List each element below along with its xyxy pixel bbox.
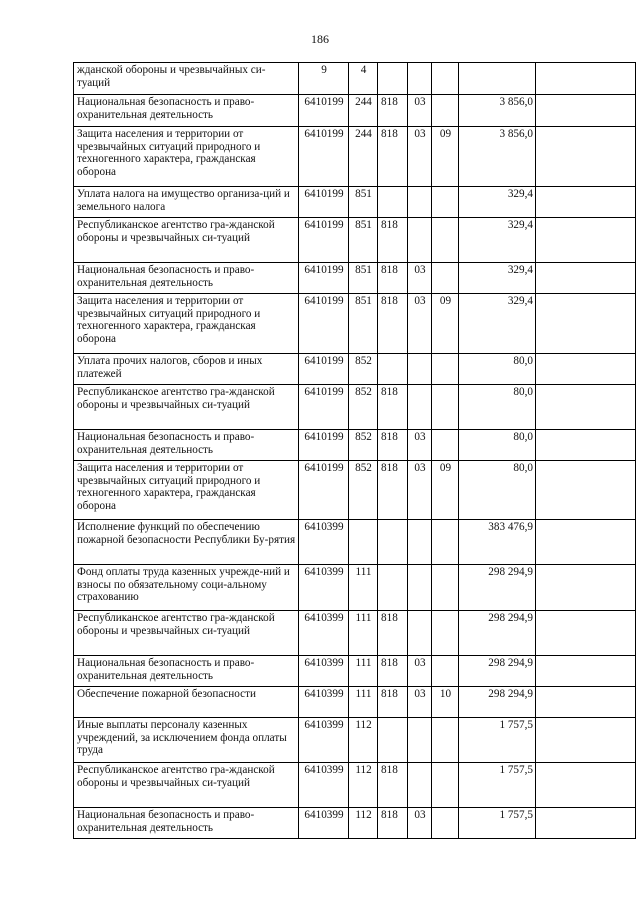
row-grbs-cell: 818 [378, 461, 408, 520]
row-rz-cell [408, 565, 432, 611]
row-sum-cell: 80,0 [459, 430, 536, 461]
row-sum-cell: 80,0 [459, 461, 536, 520]
row-empty-cell [536, 430, 636, 461]
table-row [74, 95, 636, 127]
row-sum-cell: 298 294,9 [459, 611, 536, 656]
row-pr-cell [432, 95, 459, 127]
row-rz-cell: 03 [408, 95, 432, 127]
table-row [74, 520, 636, 565]
row-pr-cell [432, 354, 459, 385]
row-csr-cell: 6410199 [299, 263, 349, 294]
row-pr-cell [432, 520, 459, 565]
row-csr-cell: 6410399 [299, 763, 349, 808]
row-rz-cell [408, 63, 432, 95]
row-grbs-cell: 818 [378, 808, 408, 839]
row-empty-cell [536, 354, 636, 385]
table-row [74, 461, 636, 520]
row-rz-cell: 03 [408, 656, 432, 687]
row-grbs-cell: 818 [378, 430, 408, 461]
row-vr-cell: 852 [349, 385, 378, 430]
row-rz-cell [408, 718, 432, 763]
row-name-cell: Обеспечение пожарной безопасности [74, 687, 299, 718]
row-sum-cell: 1 757,5 [459, 763, 536, 808]
row-name-cell: Национальная безопасность и право-охранительная деятельность [74, 263, 299, 294]
row-name-cell: Национальная безопасность и право-охранительная деятельность [74, 808, 299, 839]
row-empty-cell [536, 187, 636, 218]
row-rz-cell: 03 [408, 808, 432, 839]
row-empty-cell [536, 95, 636, 127]
row-grbs-cell [378, 565, 408, 611]
row-pr-cell [432, 218, 459, 263]
row-empty-cell [536, 611, 636, 656]
row-rz-cell [408, 218, 432, 263]
row-sum-cell: 329,4 [459, 263, 536, 294]
row-vr-cell [349, 520, 378, 565]
table-row [74, 430, 636, 461]
row-csr-cell: 6410199 [299, 95, 349, 127]
row-pr-cell [432, 63, 459, 95]
row-csr-cell: 6410199 [299, 187, 349, 218]
row-vr-cell: 852 [349, 430, 378, 461]
row-rz-cell [408, 611, 432, 656]
row-sum-cell [459, 63, 536, 95]
row-pr-cell [432, 763, 459, 808]
row-sum-cell: 80,0 [459, 354, 536, 385]
row-vr-cell: 111 [349, 611, 378, 656]
row-rz-cell [408, 520, 432, 565]
row-rz-cell [408, 385, 432, 430]
row-sum-cell: 329,4 [459, 218, 536, 263]
table-row [74, 718, 636, 763]
row-grbs-cell: 818 [378, 218, 408, 263]
row-name-cell: Республиканское агентство гра-жданской обороны и чрезвычайных си-туаций [74, 218, 299, 263]
row-grbs-cell [378, 63, 408, 95]
row-pr-cell [432, 656, 459, 687]
row-rz-cell [408, 187, 432, 218]
row-empty-cell [536, 263, 636, 294]
row-vr-cell: 851 [349, 187, 378, 218]
row-pr-cell [432, 611, 459, 656]
row-csr-cell: 6410399 [299, 808, 349, 839]
row-rz-cell: 03 [408, 430, 432, 461]
row-empty-cell [536, 565, 636, 611]
row-pr-cell [432, 718, 459, 763]
table-row [74, 565, 636, 611]
row-vr-cell: 111 [349, 656, 378, 687]
row-rz-cell: 03 [408, 687, 432, 718]
row-name-cell: Защита населения и территории от чрезвычайных ситуаций природного и техногенного характера, гражданская оборона [74, 461, 299, 520]
row-grbs-cell [378, 520, 408, 565]
budget-table [73, 62, 636, 839]
table-row [74, 611, 636, 656]
row-grbs-cell: 818 [378, 687, 408, 718]
row-empty-cell [536, 294, 636, 354]
row-pr-cell [432, 430, 459, 461]
row-name-cell: Защита населения и территории от чрезвычайных ситуаций природного и техногенного характера, гражданская оборона [74, 294, 299, 354]
row-pr-cell: 09 [432, 127, 459, 187]
table-row [74, 808, 636, 839]
row-vr-cell: 244 [349, 95, 378, 127]
row-csr-cell: 6410199 [299, 354, 349, 385]
table-row [74, 294, 636, 354]
row-name-cell: Уплата прочих налогов, сборов и иных платежей [74, 354, 299, 385]
table-row [74, 656, 636, 687]
row-name-cell: Республиканское агентство гра-жданской обороны и чрезвычайных си-туаций [74, 385, 299, 430]
row-vr-cell: 4 [349, 63, 378, 95]
budget-table-body [74, 63, 636, 839]
row-empty-cell [536, 808, 636, 839]
row-sum-cell: 3 856,0 [459, 95, 536, 127]
row-pr-cell [432, 808, 459, 839]
row-grbs-cell: 818 [378, 656, 408, 687]
row-rz-cell [408, 354, 432, 385]
row-csr-cell: 6410199 [299, 294, 349, 354]
row-grbs-cell: 818 [378, 95, 408, 127]
table-row [74, 385, 636, 430]
row-sum-cell: 329,4 [459, 294, 536, 354]
row-name-cell: Исполнение функций по обеспечению пожарной безопасности Республики Бу-рятия [74, 520, 299, 565]
row-sum-cell: 80,0 [459, 385, 536, 430]
row-rz-cell [408, 763, 432, 808]
row-pr-cell [432, 187, 459, 218]
row-csr-cell: 6410399 [299, 520, 349, 565]
row-name-cell: Фонд оплаты труда казенных учрежде-ний и взносы по обязательному соци-альному страхованию [74, 565, 299, 611]
row-pr-cell [432, 565, 459, 611]
row-name-cell: Уплата налога на имущество организа-ций и земельного налога [74, 187, 299, 218]
row-csr-cell: 6410199 [299, 218, 349, 263]
row-csr-cell: 6410199 [299, 430, 349, 461]
row-sum-cell: 1 757,5 [459, 718, 536, 763]
row-empty-cell [536, 127, 636, 187]
row-name-cell: Защита населения и территории от чрезвычайных ситуаций природного и техногенного характера, гражданская оборона [74, 127, 299, 187]
row-vr-cell: 112 [349, 808, 378, 839]
table-row [74, 687, 636, 718]
row-grbs-cell: 818 [378, 294, 408, 354]
row-grbs-cell [378, 354, 408, 385]
table-row [74, 218, 636, 263]
page-number: 186 [311, 32, 329, 46]
row-sum-cell: 1 757,5 [459, 808, 536, 839]
row-pr-cell: 09 [432, 461, 459, 520]
row-csr-cell: 6410199 [299, 127, 349, 187]
table-row [74, 127, 636, 187]
row-rz-cell: 03 [408, 461, 432, 520]
row-empty-cell [536, 763, 636, 808]
row-sum-cell: 329,4 [459, 187, 536, 218]
row-empty-cell [536, 218, 636, 263]
row-rz-cell: 03 [408, 263, 432, 294]
row-grbs-cell: 818 [378, 763, 408, 808]
row-vr-cell: 852 [349, 354, 378, 385]
row-csr-cell: 6410399 [299, 656, 349, 687]
row-csr-cell: 6410399 [299, 687, 349, 718]
row-vr-cell: 851 [349, 263, 378, 294]
row-pr-cell: 10 [432, 687, 459, 718]
table-row [74, 763, 636, 808]
table-row [74, 187, 636, 218]
row-vr-cell: 111 [349, 565, 378, 611]
row-grbs-cell [378, 187, 408, 218]
row-empty-cell [536, 687, 636, 718]
row-name-cell: Национальная безопасность и право-охранительная деятельность [74, 656, 299, 687]
row-empty-cell [536, 656, 636, 687]
row-empty-cell [536, 63, 636, 95]
row-pr-cell: 09 [432, 294, 459, 354]
row-sum-cell: 383 476,9 [459, 520, 536, 565]
row-pr-cell [432, 263, 459, 294]
row-vr-cell: 112 [349, 763, 378, 808]
row-name-cell: Иные выплаты персоналу казенных учреждений, за исключением фонда оплаты труда [74, 718, 299, 763]
table-row [74, 354, 636, 385]
row-csr-cell: 6410199 [299, 385, 349, 430]
row-sum-cell: 3 856,0 [459, 127, 536, 187]
row-name-cell: Национальная безопасность и право-охранительная деятельность [74, 95, 299, 127]
table-row [74, 263, 636, 294]
row-pr-cell [432, 385, 459, 430]
row-csr-cell: 6410199 [299, 461, 349, 520]
row-vr-cell: 112 [349, 718, 378, 763]
row-empty-cell [536, 385, 636, 430]
row-vr-cell: 111 [349, 687, 378, 718]
row-name-cell: Национальная безопасность и право-охранительная деятельность [74, 430, 299, 461]
row-sum-cell: 298 294,9 [459, 565, 536, 611]
table-row [74, 63, 636, 95]
row-name-cell: Республиканское агентство гра-жданской обороны и чрезвычайных си-туаций [74, 763, 299, 808]
row-csr-cell: 6410399 [299, 611, 349, 656]
row-grbs-cell: 818 [378, 385, 408, 430]
row-vr-cell: 244 [349, 127, 378, 187]
row-csr-cell: 6410399 [299, 718, 349, 763]
row-csr-cell: 9 [299, 63, 349, 95]
row-grbs-cell: 818 [378, 127, 408, 187]
row-empty-cell [536, 520, 636, 565]
row-rz-cell: 03 [408, 127, 432, 187]
row-vr-cell: 852 [349, 461, 378, 520]
row-empty-cell [536, 461, 636, 520]
row-vr-cell: 851 [349, 218, 378, 263]
row-grbs-cell [378, 718, 408, 763]
row-empty-cell [536, 718, 636, 763]
row-name-cell: жданской обороны и чрезвычайных си-туаций [74, 63, 299, 95]
row-rz-cell: 03 [408, 294, 432, 354]
row-name-cell: Республиканское агентство гра-жданской обороны и чрезвычайных си-туаций [74, 611, 299, 656]
row-grbs-cell: 818 [378, 611, 408, 656]
row-csr-cell: 6410399 [299, 565, 349, 611]
row-sum-cell: 298 294,9 [459, 687, 536, 718]
row-sum-cell: 298 294,9 [459, 656, 536, 687]
row-vr-cell: 851 [349, 294, 378, 354]
row-grbs-cell: 818 [378, 263, 408, 294]
